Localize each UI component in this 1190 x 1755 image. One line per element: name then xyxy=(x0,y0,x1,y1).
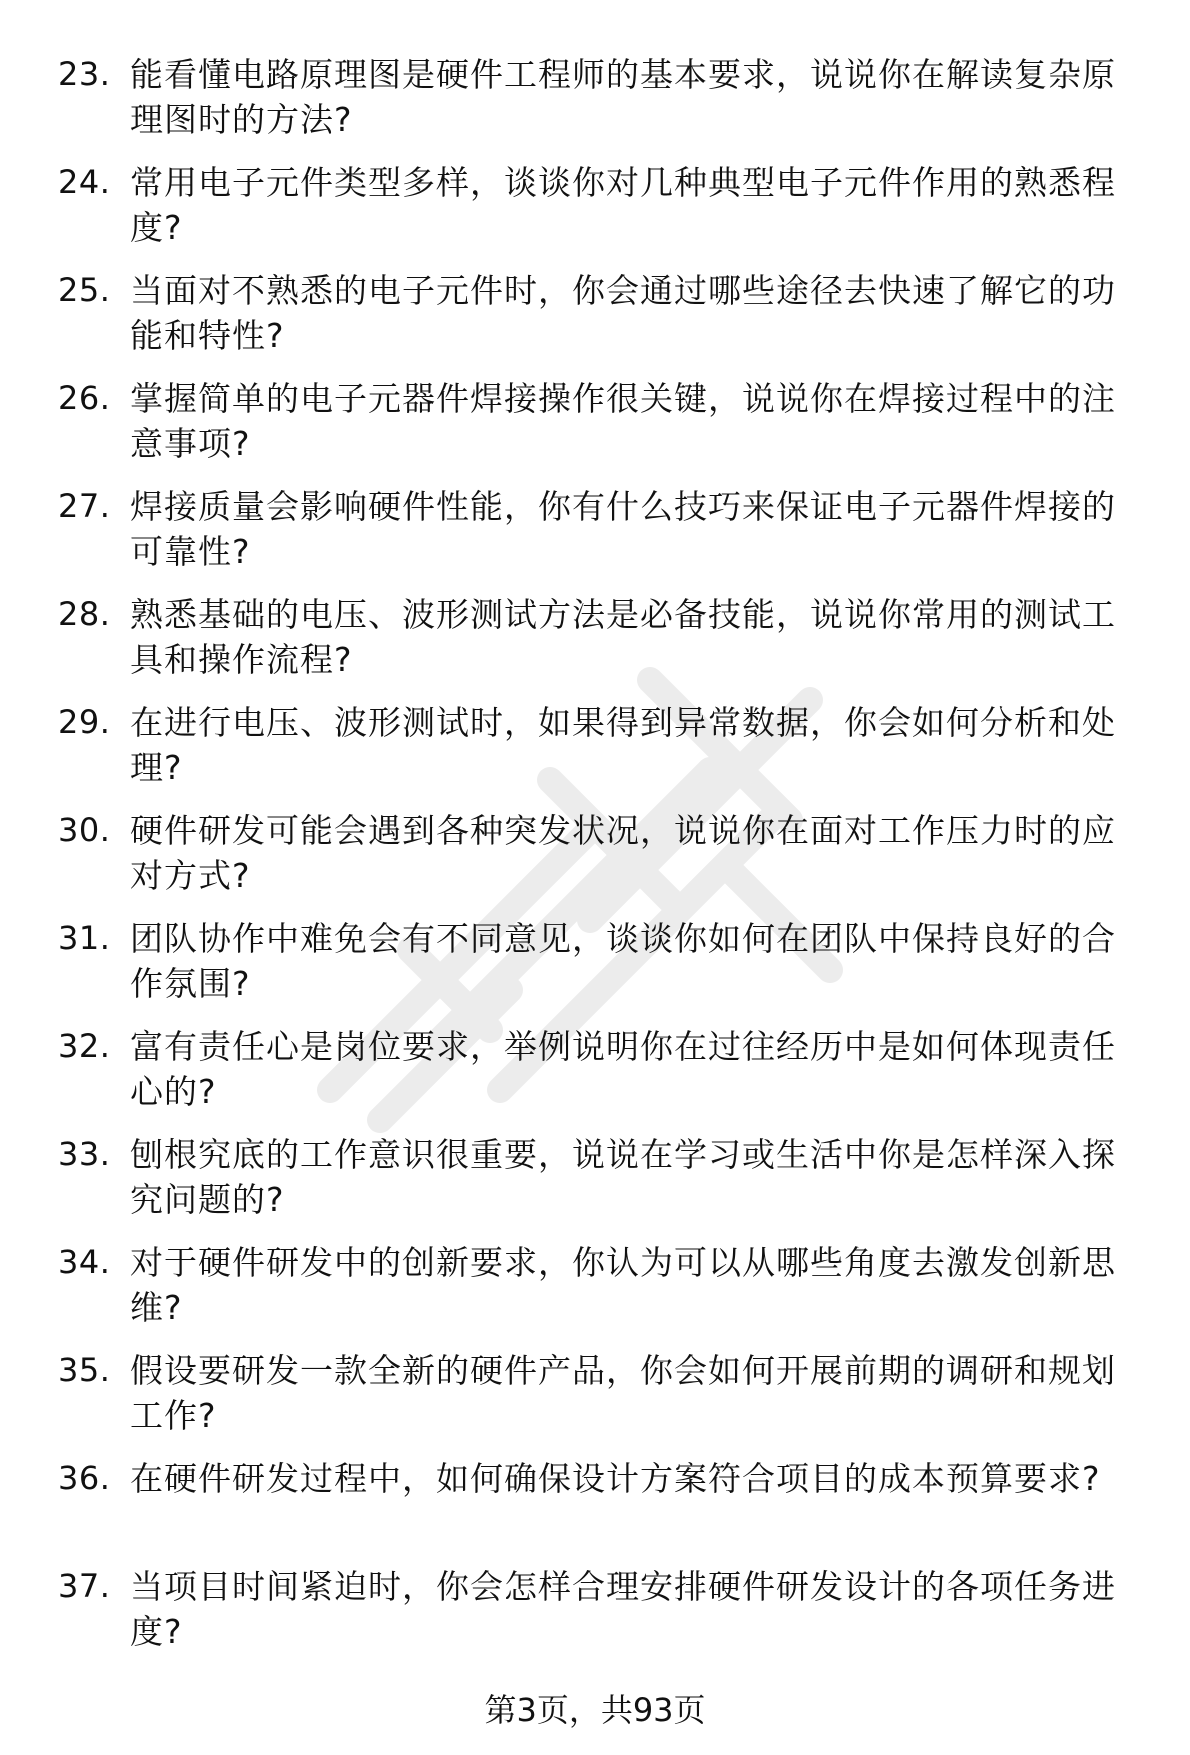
question-number: 31. xyxy=(58,919,111,957)
question-text: 当项目时间紧迫时，你会怎样合理安排硬件研发设计的各项任务进度? xyxy=(130,1567,1116,1651)
question-item xyxy=(58,1240,1158,1348)
question-text: 团队协作中难免会有不同意见，谈谈你如何在团队中保持良好的合作氛围? xyxy=(130,919,1116,1003)
question-number: 24. xyxy=(58,163,111,201)
question-number: 27. xyxy=(58,487,111,525)
question-number: 32. xyxy=(58,1027,111,1065)
question-item xyxy=(58,592,1158,700)
question-item xyxy=(58,484,1158,592)
question-number: 34. xyxy=(58,1243,111,1281)
question-text: 在硬件研发过程中，如何确保设计方案符合项目的成本预算要求? xyxy=(130,1459,1101,1498)
question-item xyxy=(58,1348,1158,1456)
question-text: 在进行电压、波形测试时，如果得到异常数据，你会如何分析和处理? xyxy=(130,703,1116,787)
question-number: 36. xyxy=(58,1459,111,1497)
question-text: 焊接质量会影响硬件性能，你有什么技巧来保证电子元器件焊接的可靠性? xyxy=(130,487,1116,571)
question-text: 能看懂电路原理图是硬件工程师的基本要求，说说你在解读复杂原理图时的方法? xyxy=(130,55,1116,139)
question-item xyxy=(58,808,1158,916)
question-item xyxy=(58,916,1158,1024)
question-text: 常用电子元件类型多样，谈谈你对几种典型电子元件作用的熟悉程度? xyxy=(130,163,1116,247)
question-item xyxy=(58,52,1158,160)
question-text: 熟悉基础的电压、波形测试方法是必备技能，说说你常用的测试工具和操作流程? xyxy=(130,595,1116,679)
question-text: 当面对不熟悉的电子元件时，你会通过哪些途径去快速了解它的功能和特性? xyxy=(130,271,1116,355)
question-text: 假设要研发一款全新的硬件产品，你会如何开展前期的调研和规划工作? xyxy=(130,1351,1116,1435)
question-number: 33. xyxy=(58,1135,111,1173)
question-item xyxy=(58,376,1158,484)
question-text: 硬件研发可能会遇到各种突发状况，说说你在面对工作压力时的应对方式? xyxy=(130,811,1116,895)
question-number: 25. xyxy=(58,271,111,309)
question-item xyxy=(58,268,1158,376)
question-item xyxy=(58,160,1158,268)
question-item xyxy=(58,1024,1158,1132)
question-number: 35. xyxy=(58,1351,111,1389)
question-number: 26. xyxy=(58,379,111,417)
question-number: 30. xyxy=(58,811,111,849)
question-item xyxy=(58,1456,1158,1564)
question-text: 掌握简单的电子元器件焊接操作很关键，说说你在焊接过程中的注意事项? xyxy=(130,379,1116,463)
question-item xyxy=(58,1132,1158,1240)
question-list xyxy=(58,52,1158,1672)
question-number: 28. xyxy=(58,595,111,633)
page-number: 第3页，共93页 xyxy=(484,1691,706,1729)
question-item xyxy=(58,700,1158,808)
question-item xyxy=(58,1564,1158,1672)
question-text: 对于硬件研发中的创新要求，你认为可以从哪些角度去激发创新思维? xyxy=(130,1243,1116,1327)
question-text: 富有责任心是岗位要求，举例说明你在过往经历中是如何体现责任心的? xyxy=(130,1027,1116,1111)
question-number: 23. xyxy=(58,55,111,93)
question-number: 37. xyxy=(58,1567,111,1605)
question-text: 刨根究底的工作意识很重要，说说在学习或生活中你是怎样深入探究问题的? xyxy=(130,1135,1116,1219)
question-number: 29. xyxy=(58,703,111,741)
